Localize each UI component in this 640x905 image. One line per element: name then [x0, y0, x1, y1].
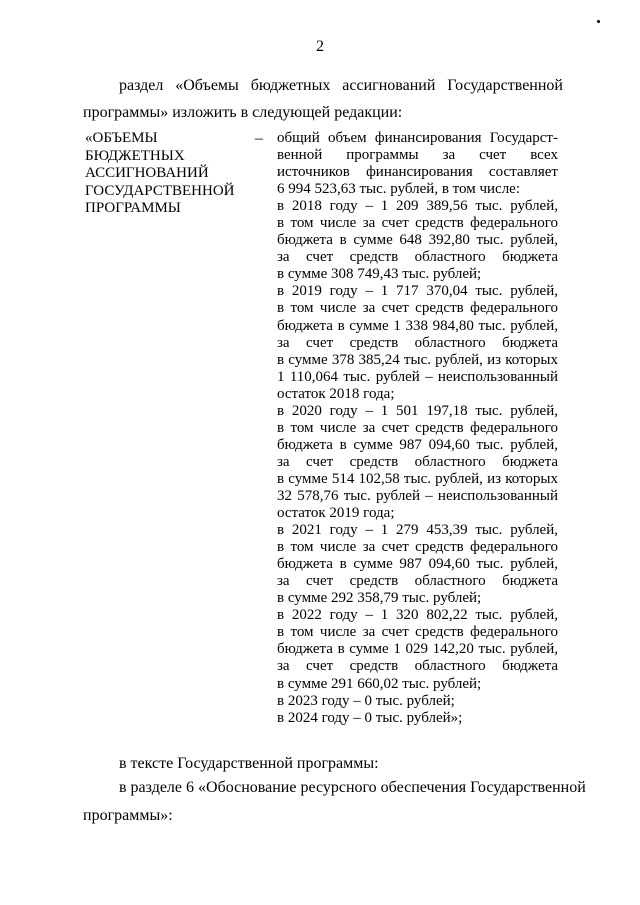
funding-text-line: бюджета в сумме 1 338 984,80 тыс. рублей,	[277, 317, 558, 334]
funding-text-line: бюджета в сумме 1 029 142,20 тыс. рублей,	[277, 641, 558, 658]
page-number: 2	[316, 38, 324, 55]
funding-text-line: в 2021 году – 1 279 453,39 тыс. рублей,	[277, 522, 558, 539]
intro-line-1: раздел «Объемы бюджетных ассигнований Государственной	[119, 77, 563, 94]
after-line-2: в разделе 6 «Обоснование ресурсного обеспечения Государственной	[119, 779, 586, 796]
funding-text-line: бюджета в сумме 648 392,80 тыс. рублей,	[277, 232, 558, 249]
funding-text	[277, 130, 558, 727]
funding-text-line: в 2019 году – 1 717 370,04 тыс. рублей,	[277, 283, 558, 300]
funding-text-line: за счет средств областного бюджета	[277, 334, 558, 351]
funding-text-line: в том числе за счет средств федерального	[277, 539, 558, 556]
intro-line-2: программы» изложить в следующей редакции:	[83, 104, 403, 121]
funding-text-line: в 2024 году – 0 тыс. рублей»;	[277, 709, 463, 726]
funding-text-line: в сумме 291 660,02 тыс. рублей;	[277, 675, 482, 692]
section-title	[85, 130, 245, 218]
funding-text-line: в сумме 308 749,43 тыс. рублей;	[277, 266, 482, 283]
funding-text-line: в том числе за счет средств федерального	[277, 419, 558, 436]
after-line-1: в тексте Государственной программы:	[119, 755, 379, 772]
funding-text-line: венной программы за счет всех	[277, 147, 558, 164]
section-title-line: ГОСУДАРСТВЕННОЙ	[85, 182, 235, 199]
funding-text-line: за счет средств областного бюджета	[277, 658, 558, 675]
funding-text-line: 6 994 523,63 тыс. рублей, в том числе:	[277, 181, 521, 198]
funding-text-line: источников финансирования составляет	[277, 164, 558, 181]
funding-text-line: бюджета в сумме 987 094,60 тыс. рублей,	[277, 556, 558, 573]
funding-text-line: за счет средств областного бюджета	[277, 573, 558, 590]
funding-text-line: в 2022 году – 1 320 802,22 тыс. рублей,	[277, 607, 558, 624]
funding-text-line: за счет средств областного бюджета	[277, 249, 558, 266]
funding-text-line: 1 110,064 тыс. рублей – неиспользованный	[277, 368, 558, 385]
funding-text-line: за счет средств областного бюджета	[277, 453, 558, 470]
funding-text-line: в сумме 514 102,58 тыс. рублей, из которых	[277, 470, 558, 487]
funding-text-line: остаток 2019 года;	[277, 505, 395, 522]
funding-text-line: остаток 2018 года;	[277, 385, 395, 402]
section-title-line: ПРОГРАММЫ	[85, 200, 181, 216]
title-dash: –	[255, 130, 263, 147]
funding-text-line: 32 578,76 тыс. рублей – неиспользованный	[277, 487, 558, 504]
funding-text-line: в сумме 378 385,24 тыс. рублей, из которых	[277, 351, 558, 368]
scan-dot	[597, 20, 600, 23]
funding-text-line: в том числе за счет средств федерального	[277, 624, 558, 641]
funding-text-line: бюджета в сумме 987 094,60 тыс. рублей,	[277, 436, 558, 453]
section-title-line: АССИГНОВАНИЙ	[85, 165, 209, 181]
after-line-3: программы»:	[83, 807, 173, 824]
section-title-line: БЮДЖЕТНЫХ	[85, 147, 185, 164]
funding-text-line: в сумме 292 358,79 тыс. рублей;	[277, 590, 482, 607]
section-title-line: «ОБЪЕМЫ	[85, 130, 158, 146]
funding-text-line: в 2023 году – 0 тыс. рублей;	[277, 692, 455, 709]
funding-text-line: в том числе за счет средств федерального	[277, 215, 558, 232]
funding-text-line: в 2018 году – 1 209 389,56 тыс. рублей,	[277, 198, 558, 215]
funding-text-line: общий объем финансирования Государст-	[277, 130, 558, 146]
funding-text-line: в 2020 году – 1 501 197,18 тыс. рублей,	[277, 402, 558, 419]
funding-text-line: в том числе за счет средств федерального	[277, 300, 558, 317]
